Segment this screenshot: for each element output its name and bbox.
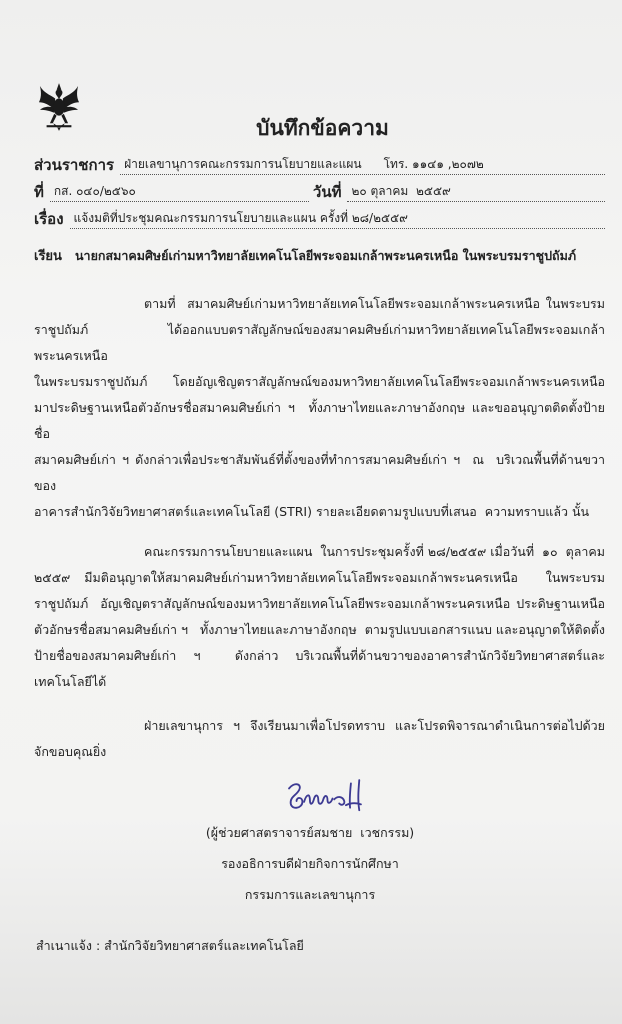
signature-block — [160, 775, 460, 910]
paragraph-line: ตามที่ สมาคมศิษย์เก่ามหาวิทยาลัยเทคโนโลยีพระจอมเกล้าพระนครเหนือ ในพระบรม — [144, 296, 605, 311]
reference-date-row — [34, 175, 605, 202]
paragraph-line: จักขอบคุณยิ่ง — [34, 744, 107, 759]
phone-number: โทร. ๑๑๔๑ ,๒๐๗๒ — [383, 157, 484, 171]
department-value-field — [120, 155, 605, 175]
addressee-value: นายกสมาคมศิษย์เก่ามหาวิทยาลัยเทคโนโลยีพระจอมเกล้าพระนครเหนือ ในพระบรมราชูปถัมภ์ — [75, 248, 577, 263]
body-paragraph-2 — [34, 539, 605, 695]
subject-value: แจ้งมติที่ประชุมคณะกรรมการนโยบายและแผน ครั้งที่ ๒๘/๒๕๕๙ — [70, 209, 605, 229]
body-paragraph-3 — [34, 713, 605, 765]
subject-label: เรื่อง — [34, 210, 64, 228]
reference-value: กส. ๐๔๐/๒๕๖๐ — [50, 182, 309, 202]
copy-to-note: สำเนาแจ้ง : สำนักวิจัยวิทยาศาสตร์และเทคโนโลยี — [36, 938, 304, 953]
paragraph-line: อาคารสำนักวิจัยวิทยาศาสตร์และเทคโนโลยี (STRI) รายละเอียดตามรูปแบบที่เสนอ ความทราบแล้ว นั้น — [34, 504, 590, 519]
memo-title: บันทึกข้อความ — [256, 116, 389, 140]
date-label: วันที่ — [312, 183, 342, 201]
paragraph-line: ราชูปถัมภ์ ได้ออกแบบตราสัญลักษณ์ของสมาคมศิษย์เก่ามหาวิทยาลัยเทคโนโลยีพระจอมเกล้าพระนครเหนือ — [34, 322, 605, 363]
date-value: ๒๐ ตุลาคม ๒๕๕๙ — [347, 182, 605, 202]
paragraph-line: ๒๕๕๙ มีมติอนุญาตให้สมาคมศิษย์เก่ามหาวิทยาลัยเทคโนโลยีพระจอมเกล้าพระนครเหนือ ในพระบรม — [34, 570, 605, 585]
paragraph-line: คณะกรรมการนโยบายและแผน ในการประชุมครั้งที่ ๒๘/๒๕๕๙ เมื่อวันที่ ๑๐ ตุลาคม — [144, 544, 605, 559]
subject-row — [34, 202, 605, 229]
paragraph-line: ราชูปถัมภ์ อัญเชิญตราสัญลักษณ์ของมหาวิทยาลัยเทคโนโลยีพระจอมเกล้าพระนครเหนือ ประดิษฐานเหนือ — [34, 596, 605, 611]
paragraph-line: ในพระบรมราชูปถัมภ์ โดยอัญเชิญตราสัญลักษณ์ของมหาวิทยาลัยเทคโนโลยีพระจอมเกล้าพระนครเหนือ — [34, 374, 605, 389]
addressee-row — [34, 243, 605, 270]
paragraph-line: ฝ่ายเลขานุการ ฯ จึงเรียนมาเพื่อโปรดทราบ และโปรดพิจารณาดำเนินการต่อไปด้วย — [144, 718, 605, 733]
paragraph-line: มาประดิษฐานเหนือตัวอักษรชื่อสมาคมศิษย์เก่า ฯ ทั้งภาษาไทยและภาษาอังกฤษ และขออนุญาตติดตั้งป้ายชื่อ — [34, 400, 605, 441]
department-row — [34, 148, 605, 175]
paragraph-line: สมาคมศิษย์เก่า ฯ ดังกล่าวเพื่อประชาสัมพันธ์ที่ตั้งของที่ทำการสมาคมศิษย์เก่า ฯ ณ บริเวณพื้นที่ด้านขวาของ — [34, 452, 605, 493]
signatory-position: รองอธิการบดีฝ่ายกิจการนักศึกษา — [221, 856, 399, 871]
reference-label: ที่ — [34, 183, 44, 201]
signatory-name: (ผู้ช่วยศาสตราจารย์สมชาย เวชกรรม) — [205, 825, 415, 840]
addressee-label: เรียน — [34, 249, 62, 264]
memo-content — [34, 0, 605, 910]
handwritten-signature — [284, 775, 376, 817]
body-paragraph-1 — [34, 291, 605, 525]
department-label: ส่วนราชการ — [34, 156, 115, 174]
paragraph-line: ป้ายชื่อของสมาคมศิษย์เก่า ฯ ดังกล่าว บริเวณพื้นที่ด้านขวาของอาคารสำนักวิจัยวิทยาศาสตร์และเทคโนโลยีได้ — [34, 648, 605, 689]
paragraph-line: ตัวอักษรชื่อสมาคมศิษย์เก่า ฯ ทั้งภาษาไทยและภาษาอังกฤษ ตามรูปแบบเอกสารแนบ และอนุญาตให้ติดตั้ง — [34, 622, 605, 637]
signatory-role: กรรมการและเลขานุการ — [244, 887, 376, 902]
department-value: ฝ่ายเลขานุการคณะกรรมการนโยบายและแผน — [124, 157, 362, 171]
